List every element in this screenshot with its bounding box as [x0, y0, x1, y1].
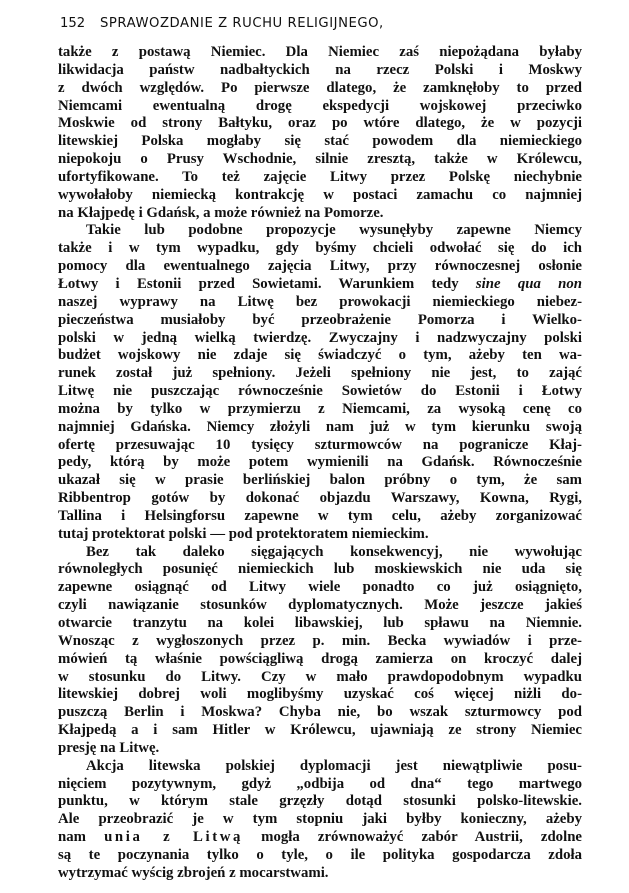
text-run: Bez tak daleko sięgających konsekwencyj, nie wywołując	[86, 543, 582, 560]
text-line	[58, 80, 582, 98]
text-run: Łotwy i Estonii przed Sowietami. Warunkiem tedy	[58, 275, 476, 292]
text-run: Ribbentrop gotów by dokonać objazdu Warszawy, Kowna, Rygi,	[58, 490, 582, 507]
text-run: na Kłajpedę i Gdańsk, a może również na Pomorze.	[58, 204, 384, 221]
text-line	[58, 561, 582, 579]
text-line	[58, 633, 582, 651]
text-line	[58, 793, 582, 811]
text-run: Ale przeobrazić je w tym stopniu jaki byłby konieczny, ażeby	[58, 811, 582, 828]
text-line	[58, 187, 582, 205]
text-line	[58, 811, 582, 829]
text-run: w stosunku do Litwy. Czy w mało prawdopodobnym wypadku	[58, 668, 582, 685]
text-run: pomocy dla ewentualnego zajęcia Litwy, przy równoczesnej osłonie	[58, 258, 582, 275]
text-run: równoległych posunięć niemieckich lub moskiewskich nie uda się	[58, 561, 582, 578]
text-run: Moskwie od strony Bałtyku, oraz po wtóre dlatego, że w pozycji	[58, 115, 582, 132]
text-run: punktu, w którym stale grzęzły dotąd stosunki polsko-litewskie.	[58, 793, 582, 810]
text-line	[58, 776, 582, 794]
text-run: Litwę nie puszczając równocześnie Sowietów do Estonii i Łotwy	[58, 383, 582, 400]
text-run: Kłajpedą a i sam Hitler w Królewcu, ujawniają ze strony Niemiec	[58, 722, 582, 739]
running-title: SPRAWOZDANIE Z RUCHU RELIGIJNEGO,	[100, 16, 384, 31]
text-run: litewskiej Polska mogłaby się stać powodem dla niemieckiego	[58, 133, 582, 150]
text-run: także i w tym wypadku, gdy byśmy chcieli odwołać się do ich	[58, 240, 582, 257]
text-run: Takie lub podobne propozycje wysunęłyby zapewne Niemcy	[86, 222, 582, 239]
text-run: nam	[58, 829, 105, 846]
text-run: Tallina i Helsingforsu zapewne w tym celu, ażeby zorganizować	[58, 507, 582, 524]
text-line	[58, 151, 582, 169]
text-line	[58, 205, 582, 223]
text-line	[58, 44, 582, 62]
paragraph	[58, 222, 582, 543]
text-line	[58, 508, 582, 526]
text-run: wytrzymać wyścig zbrojeń z mocarstwami.	[58, 864, 329, 881]
text-line	[58, 651, 582, 669]
text-line	[58, 615, 582, 633]
text-line	[58, 490, 582, 508]
text-line	[58, 330, 582, 348]
body-text	[58, 44, 582, 883]
text-line	[58, 383, 582, 401]
text-run: mogła zrównoważyć zabór Austrii, zdolne	[243, 829, 582, 846]
text-line	[58, 597, 582, 615]
text-line	[58, 686, 582, 704]
text-run: nięciem pozytywnym, gdyż „odbija od dna“ tego martwego	[58, 775, 582, 792]
text-line	[58, 454, 582, 472]
text-run: mówień tą właśnie powściągliwą drogą zamierza on kroczyć dalej	[58, 650, 582, 667]
text-run: są te poczynania tylko o tyle, o ile polityka gospodarcza zdoła	[58, 846, 582, 863]
page-header	[60, 16, 584, 36]
emphasized-text: unia z Litwą	[104, 829, 244, 846]
text-line	[58, 294, 582, 312]
text-line	[58, 240, 582, 258]
text-run: Niemcami ewentualną drogę ekspedycji wojskowej przeciwko	[58, 97, 582, 114]
text-line	[58, 579, 582, 597]
text-run: presję na Litwę.	[58, 739, 160, 756]
text-run: także z postawą Niemiec. Dla Niemiec zaś niepożądana byłaby	[58, 44, 582, 60]
text-line	[58, 847, 582, 865]
paragraph	[58, 544, 582, 758]
text-line	[58, 526, 582, 544]
text-line	[58, 62, 582, 80]
text-line	[58, 437, 582, 455]
text-run: najmniej Gdańska. Niemcy złożyli nam już w tym kierunku swoją	[58, 418, 582, 435]
text-line	[58, 829, 582, 847]
text-run: ukazał się w prasie berlińskiej balon próbny o tym, że sam	[58, 472, 582, 489]
page-number: 152	[60, 16, 86, 31]
text-run: litewskiej dobrej woli moglibyśmy uzyskać coś więcej niżli do-	[58, 686, 582, 703]
text-run: polski w jedną wielką twierdzę. Zwyczajny i nadzwyczajny polski	[58, 329, 582, 346]
text-line	[58, 865, 582, 883]
text-line	[58, 312, 582, 330]
text-line	[58, 401, 582, 419]
text-run: niepokoju o Prusy Wschodnie, silnie zresztą, także w Królewcu,	[58, 151, 582, 168]
text-line	[58, 169, 582, 187]
text-run: wywołałoby niemiecką kontrakcję w postaci zamachu co najmniej	[58, 186, 582, 203]
text-line	[58, 222, 582, 240]
paragraph	[58, 44, 582, 222]
text-line	[58, 704, 582, 722]
text-run: budżet wojskowy nie zdaje się świadczyć o tym, ażeby ten wa-	[58, 347, 582, 364]
paragraph	[58, 758, 582, 883]
text-line	[58, 722, 582, 740]
text-run: zapewne osiągnąć od Litwy wiele ponadto co już osiągnięto,	[58, 579, 582, 596]
text-line	[58, 472, 582, 490]
text-run: likwidacja państw nadbałtyckich na rzecz Polski i Moskwy	[58, 61, 582, 78]
text-run: ofertę przesuwając 10 tysięcy szturmowców na pograniczе Kłaj-	[58, 436, 582, 453]
text-run: czyli nawiązanie stosunków dyplomatycznych. Może jeszcze jakieś	[58, 597, 582, 614]
text-run: Akcja litewska polskiej dyplomacji jest niewątpliwie posu-	[86, 757, 582, 774]
text-line	[58, 258, 582, 276]
text-line	[58, 115, 582, 133]
text-run: pedy, którą by może potem wymienili na Gdańsk. Równocześnie	[58, 454, 582, 471]
text-line	[58, 544, 582, 562]
text-line	[58, 276, 582, 294]
text-run: pieczeństwa musiałoby być przeobrażenie Pomorza i Wielko-	[58, 311, 582, 328]
text-run: z dwóch względów. Po pierwsze dlatego, że zamknęłoby to przed	[58, 79, 582, 96]
text-run: runek został już spełniony. Jeżeli spełniony nie jest, to zająć	[58, 365, 582, 382]
text-line	[58, 98, 582, 116]
text-line	[58, 365, 582, 383]
text-run: otwarcie tranzytu na kolei libawskiej, lub spławu na Niemnie.	[58, 615, 582, 631]
text-run: naszej wyprawy na Litwę bez prowokacji niemieckiego niebez-	[58, 293, 582, 310]
text-run: można by tylko w przymierzu z Niemcami, za wysoką cenę co	[58, 400, 582, 417]
text-line	[58, 669, 582, 687]
text-run: tutaj protektorat polski — pod protektoratem niemieckim.	[58, 525, 429, 542]
text-run: puszczą Berlin i Moskwa? Chyba nie, bo wszak szturmowcy pod	[58, 704, 582, 721]
text-line	[58, 758, 582, 776]
text-line	[58, 133, 582, 151]
text-line	[58, 740, 582, 758]
emphasized-text: sine qua non	[475, 275, 582, 292]
text-run: Wnosząc z wygłoszonych przez p. min. Becka wywiadów i prze-	[58, 632, 582, 649]
text-line	[58, 347, 582, 365]
text-run: ufortyfikowane. To też zajęcie Litwy przez Polskę niechybnie	[58, 168, 582, 185]
text-line	[58, 419, 582, 437]
